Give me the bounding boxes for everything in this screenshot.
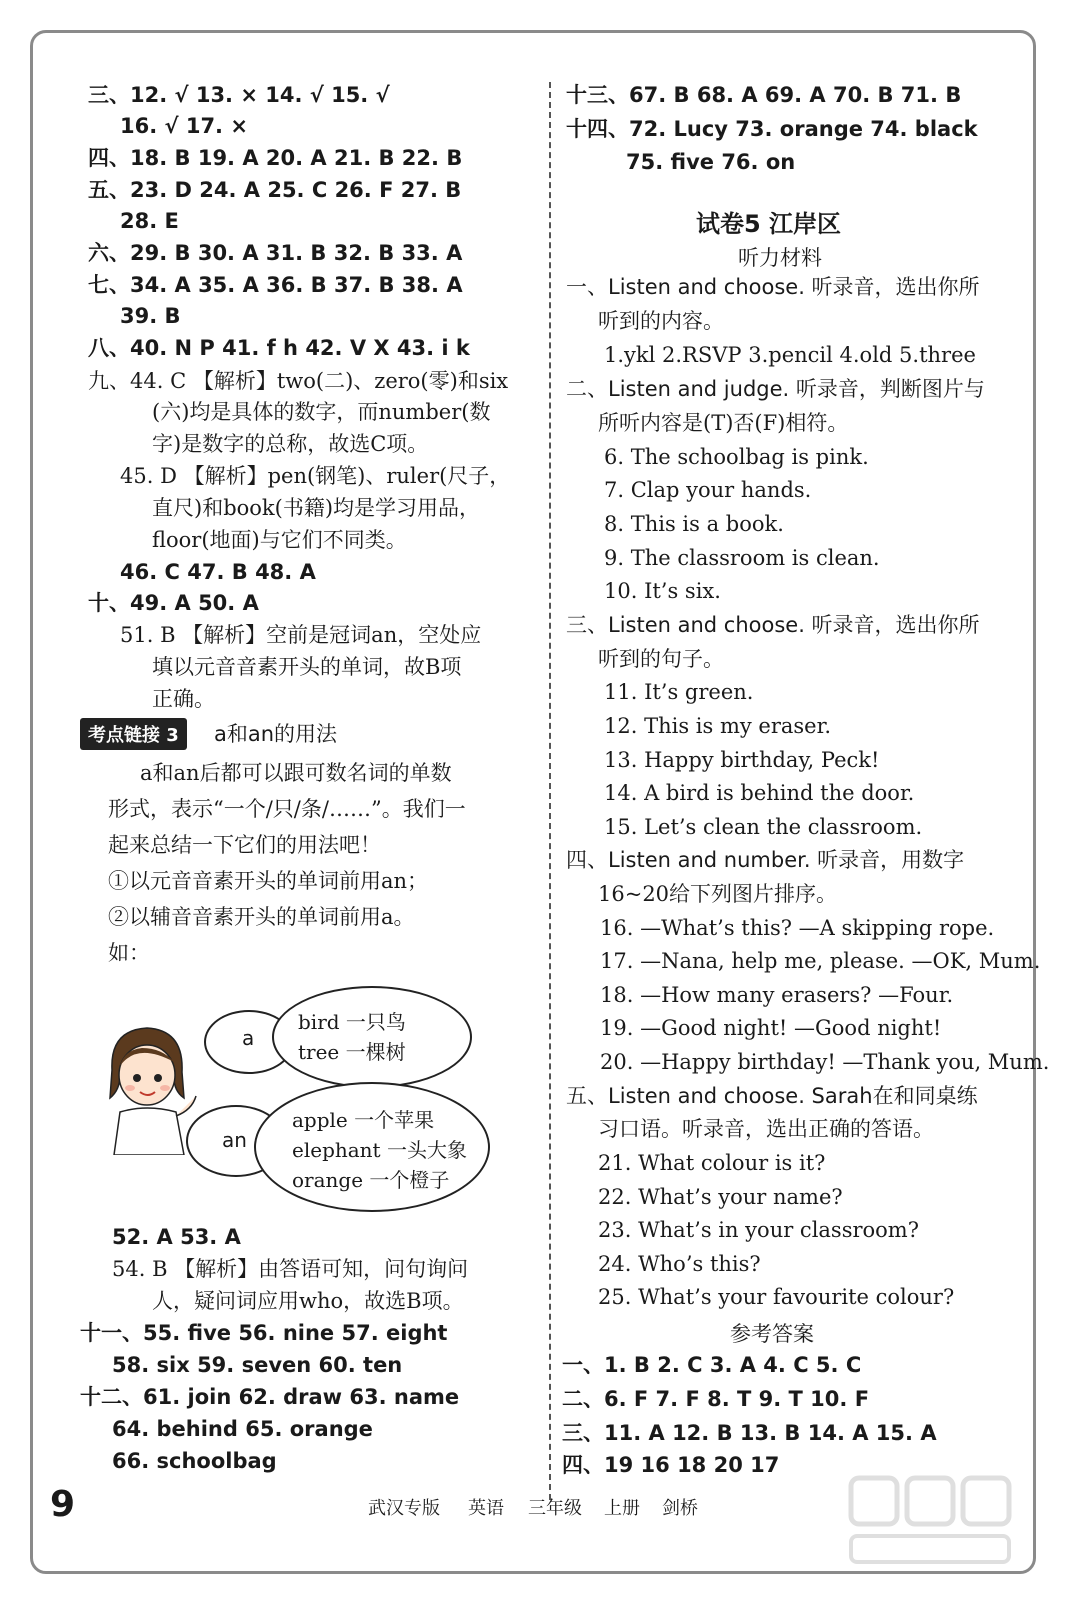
section-instruction: 四、Listen and number. 听录音，用数字 [566, 848, 965, 872]
answer-line: 四、18. B 19. A 20. A 21. B 22. B [88, 146, 463, 170]
bubble-an-label: an [222, 1128, 247, 1152]
column-divider [549, 82, 551, 1500]
bubble-an-word: elephant 一头大象 [292, 1138, 467, 1162]
bubble-an-word: apple 一个苹果 [292, 1108, 435, 1132]
footer-volume: 上册 [604, 1498, 640, 1519]
explanation-line: 51. B 【解析】空前是冠词an，空处应 [120, 623, 482, 647]
kaodian-text: 形式，表示“一个/只/条/……”。我们一 [108, 797, 466, 821]
kaodian-text: ①以元音音素开头的单词前用an； [108, 869, 429, 893]
answer-line: 28. E [120, 209, 179, 233]
footer-edition: 武汉专版 [368, 1498, 440, 1519]
answer-line: 八、40. N P 41. f h 42. V X 43. i k [88, 336, 470, 360]
listening-item: 13. Happy birthday, Peck! [604, 748, 880, 772]
listening-item: 15. Let’s clean the classroom. [604, 815, 923, 839]
explanation-line: 直尺)和book(书籍)均是学习用品， [152, 496, 481, 520]
kaodian-text: 如： [108, 941, 150, 965]
listening-item: 24. Who’s this? [598, 1252, 761, 1276]
answer-line: 十、49. A 50. A [88, 591, 259, 615]
explanation-line: 正确。 [152, 687, 215, 711]
footer-publisher: 剑桥 [662, 1498, 698, 1519]
listening-item: 19. —Good night! —Good night! [600, 1016, 942, 1040]
explanation-line: 45. D 【解析】pen(钢笔)、ruler(尺子， [120, 464, 511, 488]
listening-item: 11. It’s green. [604, 680, 754, 704]
answer-line: 十四、72. Lucy 73. orange 74. black [566, 117, 978, 141]
section-instruction: 16~20给下列图片排序。 [598, 882, 838, 906]
listening-item: 8. This is a book. [604, 512, 784, 536]
bubble-an-word: orange 一个橙子 [292, 1168, 450, 1192]
answer-line: 十三、67. B 68. A 69. A 70. B 71. B [566, 83, 962, 107]
watermark-logo [847, 1470, 1017, 1570]
explanation-line: 九、44. C 【解析】two(二)、zero(零)和six [88, 369, 509, 393]
kaodian-text: a和an后都可以跟可数名词的单数 [140, 761, 452, 785]
girl-illustration [92, 1020, 202, 1155]
section-instruction: 一、Listen and choose. 听录音，选出你所 [566, 275, 980, 299]
bubble-a-label: a [242, 1026, 255, 1050]
listening-item: 10. It’s six. [604, 579, 721, 603]
footer-subject: 英语 [468, 1498, 504, 1519]
listening-item: 17. —Nana, help me, please. —OK, Mum. [600, 949, 1041, 973]
section-instruction: 二、Listen and judge. 听录音，判断图片与 [566, 377, 985, 401]
listening-item: 25. What’s your favourite colour? [598, 1285, 955, 1309]
answer-line: 75. five 76. on [626, 150, 796, 174]
answer-line: 七、34. A 35. A 36. B 37. B 38. A [88, 273, 463, 297]
answer-line: 三、11. A 12. B 13. B 14. A 15. A [562, 1421, 937, 1445]
test-title: 试卷5 江岸区 [696, 210, 842, 238]
listening-item: 20. —Happy birthday! —Thank you, Mum. [600, 1050, 1050, 1074]
section-subtitle: 听力材料 [738, 246, 822, 270]
answer-line: 64. behind 65. orange [112, 1417, 373, 1441]
listening-item: 6. The schoolbag is pink. [604, 445, 869, 469]
answer-line: 39. B [120, 304, 181, 328]
listening-item: 16. —What’s this? —A skipping rope. [600, 916, 995, 940]
page-number: 9 [50, 1484, 76, 1525]
answer-line: 十一、55. five 56. nine 57. eight [80, 1321, 448, 1345]
kaodian-text: 起来总结一下它们的用法吧！ [108, 833, 381, 857]
listening-item: 9. The classroom is clean. [604, 546, 880, 570]
listening-item: 12. This is my eraser. [604, 714, 831, 738]
section-instruction: 三、Listen and choose. 听录音，选出你所 [566, 613, 980, 637]
answer-line: 46. C 47. B 48. A [120, 560, 316, 584]
listening-item: 23. What’s in your classroom? [598, 1218, 919, 1242]
answer-line: 四、19 16 18 20 17 [562, 1453, 780, 1477]
listening-item: 21. What colour is it? [598, 1151, 826, 1175]
footer-grade: 三年级 [528, 1498, 582, 1519]
explanation-line: 54. B 【解析】由答语可知，问句询问 [112, 1257, 469, 1281]
explanation-line: floor(地面)与它们不同类。 [152, 528, 407, 552]
listening-item: 1.ykl 2.RSVP 3.pencil 4.old 5.three [604, 343, 976, 367]
answer-line: 五、23. D 24. A 25. C 26. F 27. B [88, 178, 462, 202]
answer-line: 58. six 59. seven 60. ten [112, 1353, 403, 1377]
explanation-line: 填以元音音素开头的单词，故B项 [152, 655, 462, 679]
answer-line: 一、1. B 2. C 3. A 4. C 5. C [562, 1353, 862, 1377]
listening-item: 18. —How many erasers? —Four. [600, 983, 954, 1007]
section-instruction: 所听内容是(T)否(F)相符。 [598, 411, 849, 435]
answer-line: 66. schoolbag [112, 1449, 277, 1473]
listening-item: 14. A bird is behind the door. [604, 781, 915, 805]
section-instruction: 五、Listen and choose. Sarah在和同桌练 [566, 1084, 978, 1108]
answer-line: 16. √ 17. × [120, 114, 248, 138]
kaodian-text: ②以辅音音素开头的单词前用a。 [108, 905, 415, 929]
explanation-line: 字)是数字的总称，故选C项。 [152, 432, 429, 456]
section-instruction: 听到的内容。 [598, 309, 724, 333]
answers-title: 参考答案 [730, 1322, 814, 1346]
listening-item: 22. What’s your name? [598, 1185, 843, 1209]
explanation-line: 人，疑问词应用who，故选B项。 [152, 1289, 464, 1313]
answer-line: 十二、61. join 62. draw 63. name [80, 1385, 460, 1409]
bubble-a-word: bird 一只鸟 [298, 1010, 406, 1034]
listening-item: 7. Clap your hands. [604, 478, 812, 502]
section-instruction: 习口语。听录音，选出正确的答语。 [598, 1117, 934, 1141]
answer-line: 52. A 53. A [112, 1225, 241, 1249]
bubble-a-word: tree 一棵树 [298, 1040, 406, 1064]
answer-line: 六、29. B 30. A 31. B 32. B 33. A [88, 241, 463, 265]
kaodian-title: a和an的用法 [214, 722, 338, 746]
answer-line: 二、6. F 7. F 8. T 9. T 10. F [562, 1387, 870, 1411]
explanation-line: (六)均是具体的数字，而number(数 [152, 400, 491, 424]
kaodian-badge: 考点链接 3 [80, 718, 187, 750]
answer-line: 三、12. √ 13. × 14. √ 15. √ [88, 83, 390, 107]
section-instruction: 听到的句子。 [598, 647, 724, 671]
